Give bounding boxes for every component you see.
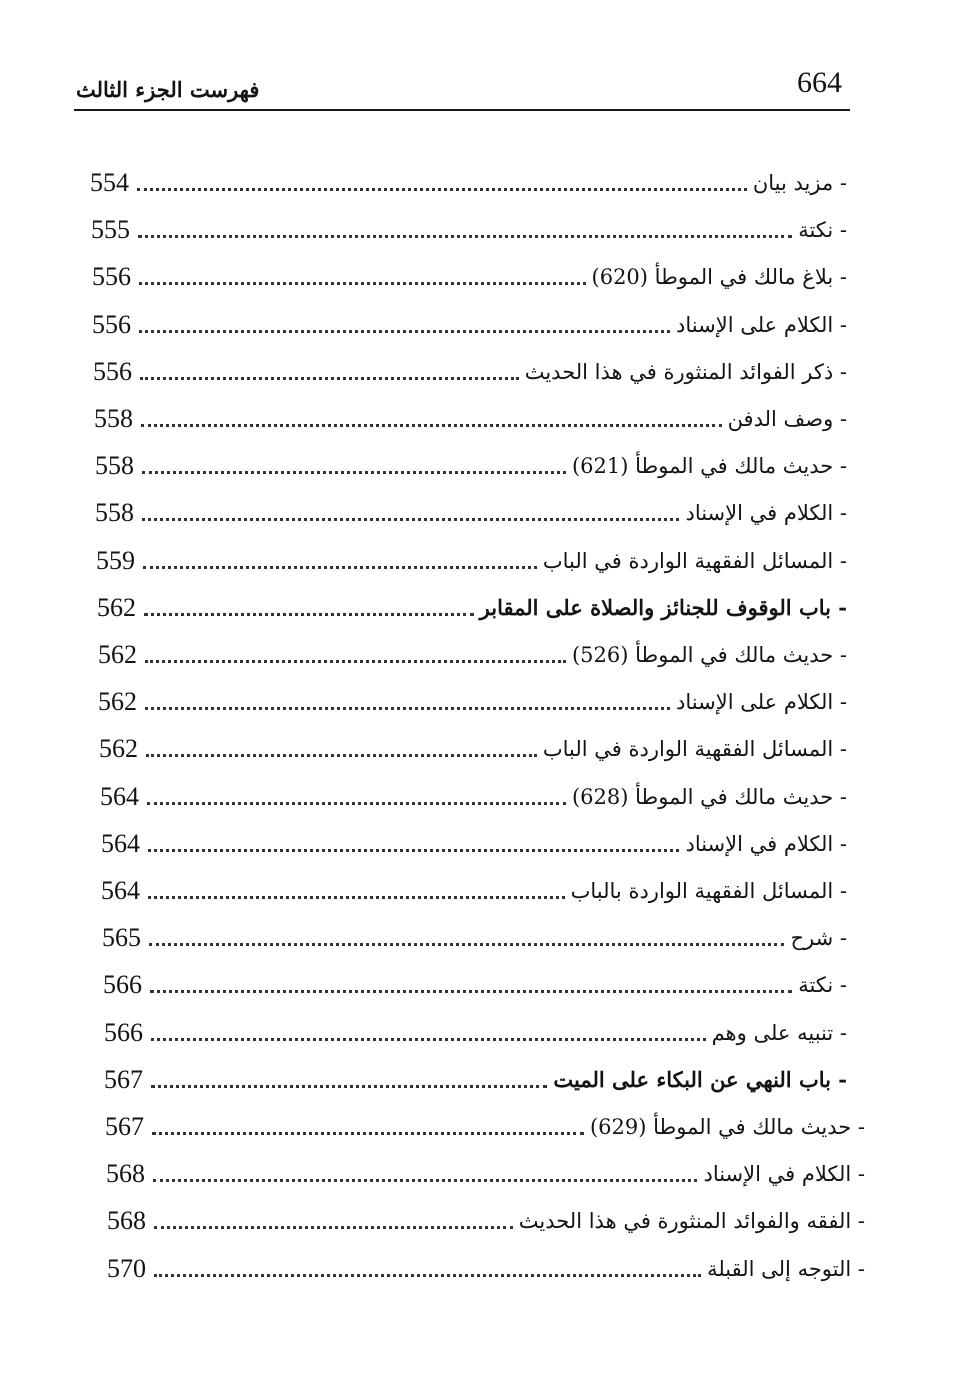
toc-entry: [105, 1098, 865, 1142]
toc-entry-title: - المسائل الفقهية الواردة في الباب: [542, 737, 847, 761]
toc-dot-leader: [144, 613, 474, 616]
toc-entry-page: 568: [107, 1206, 146, 1235]
toc-entry-page: 568: [106, 1159, 145, 1188]
toc-entry-page: 555: [91, 215, 130, 244]
toc-entry-title: - باب الوقوف للجنائز والصلاة على المقابر: [479, 595, 847, 620]
toc-entry-title: - الكلام على الإسناد: [676, 690, 847, 714]
toc-entry-title: - حديث مالك في الموطأ (526): [571, 643, 847, 667]
toc-dot-leader: [137, 188, 747, 191]
toc-entry: [100, 768, 847, 812]
toc-entry: [101, 815, 847, 859]
toc-entry-page: 567: [105, 1112, 144, 1141]
toc-dot-leader: [149, 943, 784, 946]
toc-dot-leader: [141, 424, 722, 427]
toc-entry-page: 558: [95, 498, 134, 527]
toc-dot-leader: [139, 282, 586, 285]
toc-entry: [92, 296, 847, 340]
toc-entry-page: 566: [103, 970, 142, 999]
toc-entry: [97, 579, 847, 623]
toc-dot-leader: [151, 1038, 706, 1041]
toc-entry-page: 564: [100, 782, 139, 811]
toc-entry-title: - شرح: [790, 926, 847, 950]
toc-dot-leader: [145, 660, 566, 663]
toc-entry-title: - باب النهي عن البكاء على الميت: [553, 1067, 847, 1092]
toc-dot-leader: [143, 566, 537, 569]
toc-entry-page: 564: [101, 876, 140, 905]
toc-dot-leader: [148, 896, 565, 899]
toc-dot-leader: [148, 849, 679, 852]
toc-entry-page: 556: [92, 310, 131, 339]
toc-entry-title: - مزيد بيان: [752, 171, 847, 195]
page-number: 664: [797, 66, 842, 99]
toc-entry-title: - نكتة: [798, 218, 847, 242]
toc-entry-title: - المسائل الفقهية الواردة في الباب: [542, 549, 847, 573]
toc-entry-title: - الفقه والفوائد المنثورة في هذا الحديث: [518, 1209, 865, 1233]
toc-entry: [104, 1051, 847, 1095]
toc-entry-title: - الكلام في الإسناد: [685, 832, 847, 856]
toc-entry-title: - الكلام في الإسناد: [685, 501, 847, 525]
toc-entry: [96, 532, 847, 576]
toc-entry: [95, 484, 847, 528]
toc-entry-title: - حديث مالك في الموطأ (621): [571, 454, 847, 478]
toc-entry-title: - التوجه إلى القبلة: [707, 1257, 865, 1281]
toc-entry-page: 556: [92, 262, 131, 291]
toc-entry: [99, 720, 847, 764]
toc-entry: [93, 343, 847, 387]
toc-entry: [92, 248, 847, 292]
toc-dot-leader: [154, 1226, 513, 1229]
toc-entry-page: 562: [99, 734, 138, 763]
toc-entry-page: 566: [104, 1018, 143, 1047]
running-title: فهرست الجزء الثالث: [76, 77, 260, 102]
toc-entry: [90, 154, 847, 198]
toc-entry: [101, 862, 847, 906]
toc-entry: [107, 1240, 865, 1284]
toc-entry-page: 556: [93, 357, 132, 386]
toc-entry-page: 570: [107, 1254, 146, 1283]
toc-entry: [103, 956, 847, 1000]
toc-entry-page: 567: [104, 1065, 143, 1094]
toc-dot-leader: [146, 754, 537, 757]
toc-dot-leader: [150, 990, 792, 993]
toc-entry: [98, 626, 847, 670]
toc-dot-leader: [142, 471, 566, 474]
toc-dot-leader: [145, 707, 670, 710]
toc-entry-page: 558: [94, 404, 133, 433]
toc-dot-leader: [147, 802, 566, 805]
toc-entry-title: - بلاغ مالك في الموطأ (620): [591, 265, 847, 289]
toc-entry-title: - تنبيه على وهم: [711, 1021, 847, 1045]
toc-entry-title: - ذكر الفوائد المنثورة في هذا الحديث: [524, 360, 847, 384]
toc-dot-leader: [154, 1274, 701, 1277]
toc-entry-title: - نكتة: [798, 973, 847, 997]
toc-entry-title: - وصف الدفن: [727, 407, 847, 431]
toc-entry: [95, 437, 847, 481]
toc-entry-page: 554: [90, 168, 129, 197]
toc-entry-page: 558: [95, 451, 134, 480]
toc-entry-title: - الكلام على الإسناد: [676, 313, 847, 337]
toc-entry-title: - حديث مالك في الموطأ (629): [589, 1115, 865, 1139]
toc-dot-leader: [140, 377, 519, 380]
toc-dot-leader: [139, 330, 670, 333]
toc-entry-title: - حديث مالك في الموطأ (628): [571, 785, 847, 809]
toc-dot-leader: [152, 1132, 584, 1135]
toc-entry: [106, 1145, 865, 1189]
toc-entry: [98, 673, 847, 717]
toc-entry: [102, 909, 847, 953]
page-header: [74, 60, 850, 112]
toc-entry: [107, 1192, 865, 1236]
toc-dot-leader: [138, 235, 792, 238]
toc-dot-leader: [142, 518, 679, 521]
toc-entry-page: 562: [97, 593, 136, 622]
header-rule: [74, 109, 850, 111]
toc-dot-leader: [151, 1085, 547, 1088]
toc-dot-leader: [153, 1179, 697, 1182]
toc-entry-page: 559: [96, 546, 135, 575]
toc-entry: [104, 1004, 847, 1048]
toc-entry-title: - الكلام في الإسناد: [703, 1162, 865, 1186]
toc-entry: [91, 201, 847, 245]
toc-entry-page: 562: [98, 687, 137, 716]
toc-entry: [94, 390, 847, 434]
toc-entry-page: 562: [98, 640, 137, 669]
toc-entry-page: 565: [102, 923, 141, 952]
toc-entry-title: - المسائل الفقهية الواردة بالباب: [570, 879, 847, 903]
toc-entry-page: 564: [101, 829, 140, 858]
